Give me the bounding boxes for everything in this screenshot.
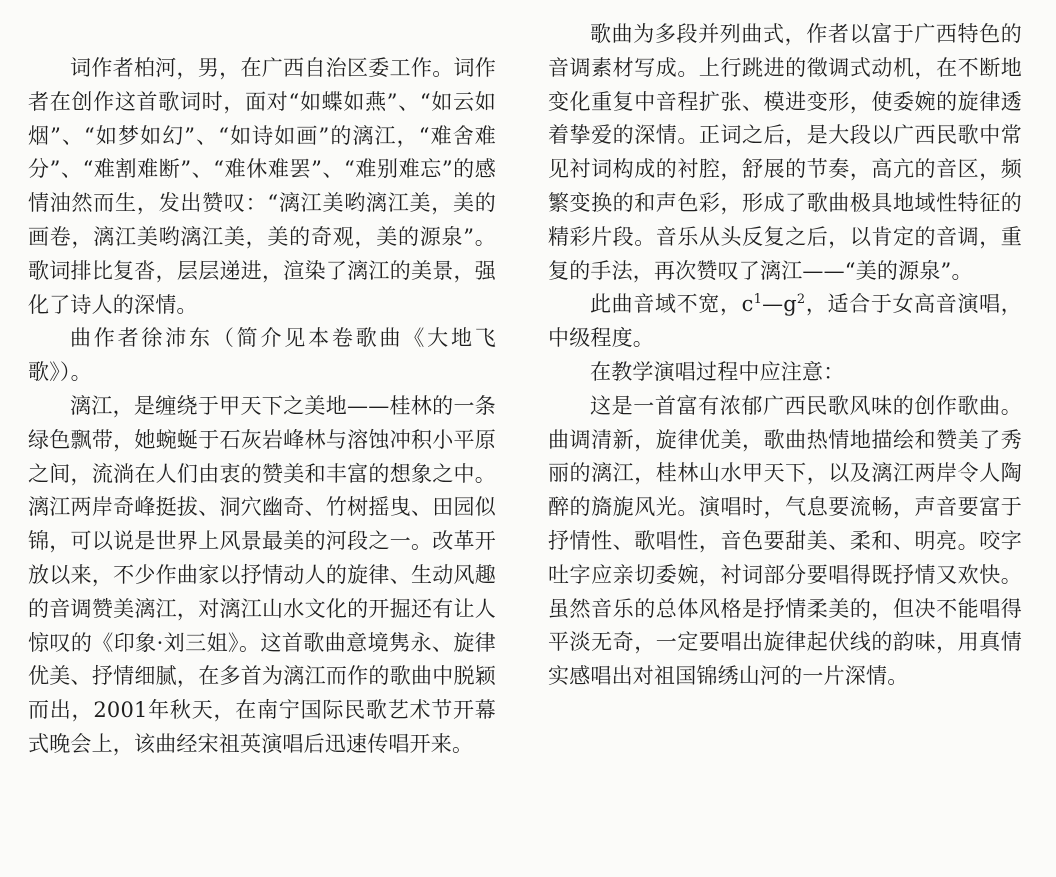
range-sup-1: 1 [753, 292, 763, 308]
vocal-range-paragraph [548, 288, 1022, 356]
teaching-notes-paragraph: 这是一首富有浓郁广西民歌风味的创作歌曲。曲调清新，旋律优美，歌曲热情地描绘和赞美了秀丽的漓江，桂林山水甲天下，以及漓江两岸令人陶醉的旖旎风光。演唱时，气息要流畅，声音要富于抒情性、歌唱性，音色要甜美、柔和、明亮。咬字吐字应亲切委婉，衬词部分要唱得既抒情又欢快。虽然音乐的总体风格是抒情柔美的，但决不能唱得平淡无奇，一定要唱出旋律起伏线的韵味，用真情实感唱出对祖国锦绣山河的一片深情。 [548, 393, 1022, 689]
range-dash: —g [762, 292, 797, 317]
composer-paragraph: 曲作者徐沛东（简介见本卷歌曲《大地飞歌》）。 [28, 326, 496, 385]
range-suffix: ，适合于女高音演唱，中级程度。 [548, 292, 1022, 351]
teaching-notes-heading: 在教学演唱过程中应注意： [590, 359, 845, 384]
right-column [548, 18, 1022, 694]
range-prefix: 此曲音域不宽，c [590, 292, 754, 317]
left-column [28, 52, 496, 762]
range-sup-2: 2 [796, 292, 806, 308]
lijiang-paragraph: 漓江，是缠绕于甲天下之美地——桂林的一条绿色飘带，她蜿蜒于石灰岩峰林与溶蚀冲积小平原之间，流淌在人们由衷的赞美和丰富的想象之中。漓江两岸奇峰挺拔、洞穴幽奇、竹树摇曳、田园似锦，可以说是世界上风景最美的河段之一。改革开放以来，不少作曲家以抒情动人的旋律、生动风趣的音调赞美漓江，对漓江山水文化的开掘还有让人惊叹的《印象·刘三姐》。这首歌曲意境隽永、旋律优美、抒情细腻，在多首为漓江而作的歌曲中脱颖而出，2001年秋天，在南宁国际民歌艺术节开幕式晚会上，该曲经宋祖英演唱后迅速传唱开来。 [28, 393, 496, 756]
lyricist-paragraph: 词作者柏河，男，在广西自治区委工作。词作者在创作这首歌词时，面对“如蝶如燕”、“如云如烟”、“如梦如幻”、“如诗如画”的漓江，“难舍难分”、“难割难断”、“难休难罢”、“难别难忘”的感情油然而生，发出赞叹：“漓江美哟漓江美，美的画卷，漓江美哟漓江美，美的奇观，美的源泉”。歌词排比复沓，层层递进，渲染了漓江的美景，强化了诗人的深情。 [28, 56, 496, 317]
form-analysis-paragraph: 歌曲为多段并列曲式，作者以富于广西特色的音调素材写成。上行跳进的徵调式动机，在不断地变化重复中音程扩张、模进变形，使委婉的旋律透着挚爱的深情。正词之后，是大段以广西民歌中常见衬词构成的衬腔，舒展的节奏，高亢的音区，频繁变换的和声色彩，形成了歌曲极具地域性特征的精彩片段。音乐从头反复之后，以肯定的音调，重复的手法，再次赞叹了漓江——“美的源泉”。 [548, 22, 1022, 283]
